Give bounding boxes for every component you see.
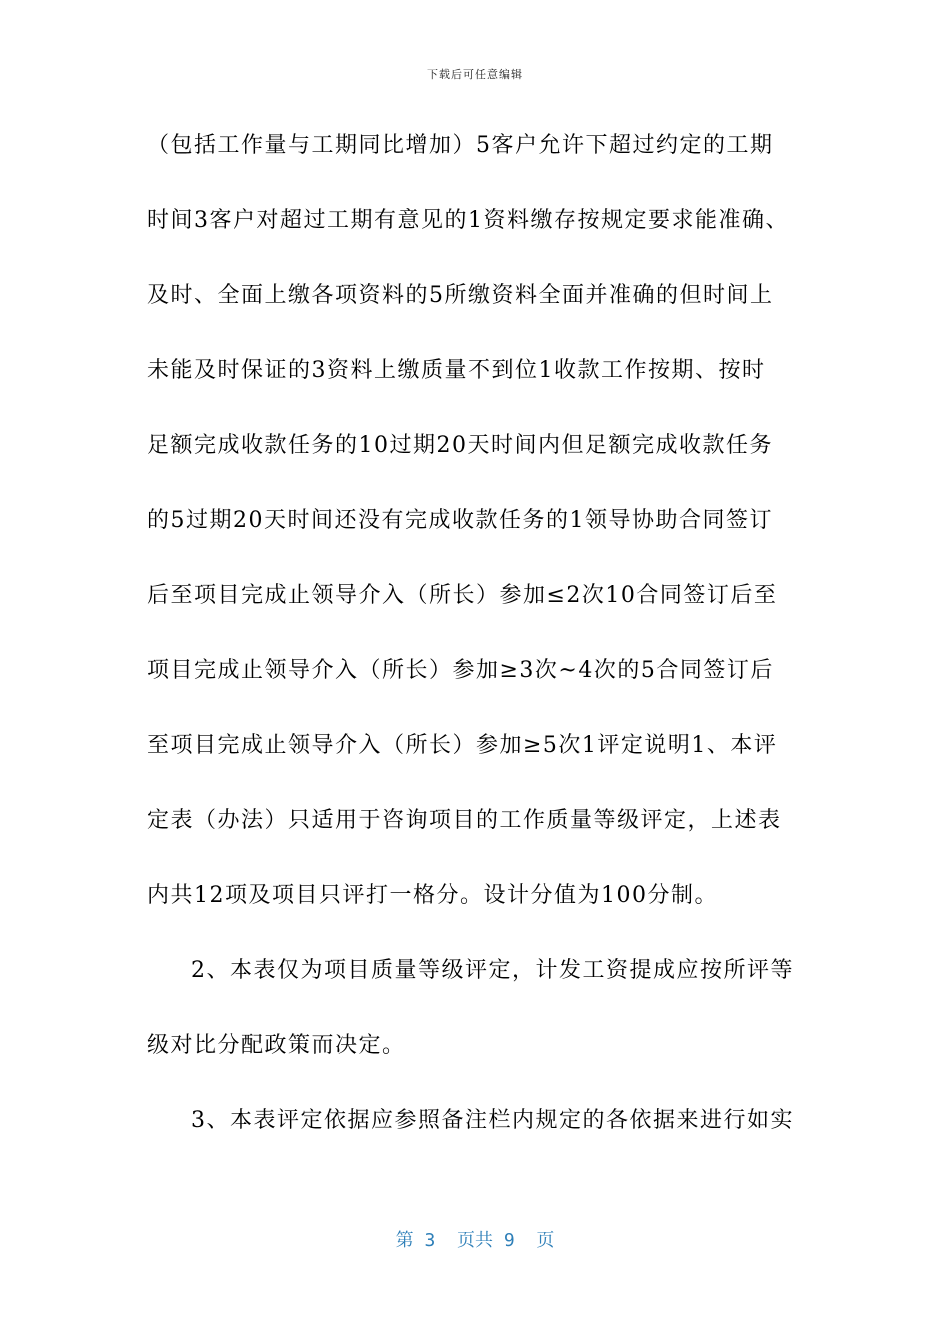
paragraph-line: 至项目完成止领导介入（所长）参加≥5次1评定说明1、本评	[147, 733, 778, 758]
paragraph-line: 内共12项及项目只评打一格分。设计分值为100分制。	[147, 883, 718, 908]
paragraph-line: （包括工作量与工期同比增加）5客户允许下超过约定的工期	[147, 133, 774, 158]
paragraph-line: 定表（办法）只适用于咨询项目的工作质量等级评定，上述表	[147, 808, 782, 833]
paragraph-line: 的5过期20天时间还没有完成收款任务的1领导协助合同签订	[147, 508, 773, 533]
paragraph-line: 项目完成止领导介入（所长）参加≥3次~4次的5合同签订后	[147, 658, 774, 683]
body-text	[147, 128, 807, 1178]
paragraph-line: 时间3客户对超过工期有意见的1资料缴存按规定要求能准确、	[147, 208, 789, 233]
page-footer: 第 3 页共 9 页	[395, 1230, 555, 1251]
paragraph-line: 3、本表评定依据应参照备注栏内规定的各依据来进行如实	[191, 1108, 794, 1133]
page-header: 下载后可任意编辑	[427, 68, 523, 81]
paragraph-line: 后至项目完成止领导介入（所长）参加≤2次10合同签订后至	[147, 583, 778, 608]
paragraph-line: 未能及时保证的3资料上缴质量不到位1收款工作按期、按时	[147, 358, 766, 383]
paragraph-line: 及时、全面上缴各项资料的5所缴资料全面并准确的但时间上	[147, 283, 774, 308]
paragraph-line: 足额完成收款任务的10过期20天时间内但足额完成收款任务	[147, 433, 773, 458]
paragraph-line: 级对比分配政策而决定。	[147, 1033, 406, 1058]
paragraph-line: 2、本表仅为项目质量等级评定，计发工资提成应按所评等	[191, 958, 794, 983]
